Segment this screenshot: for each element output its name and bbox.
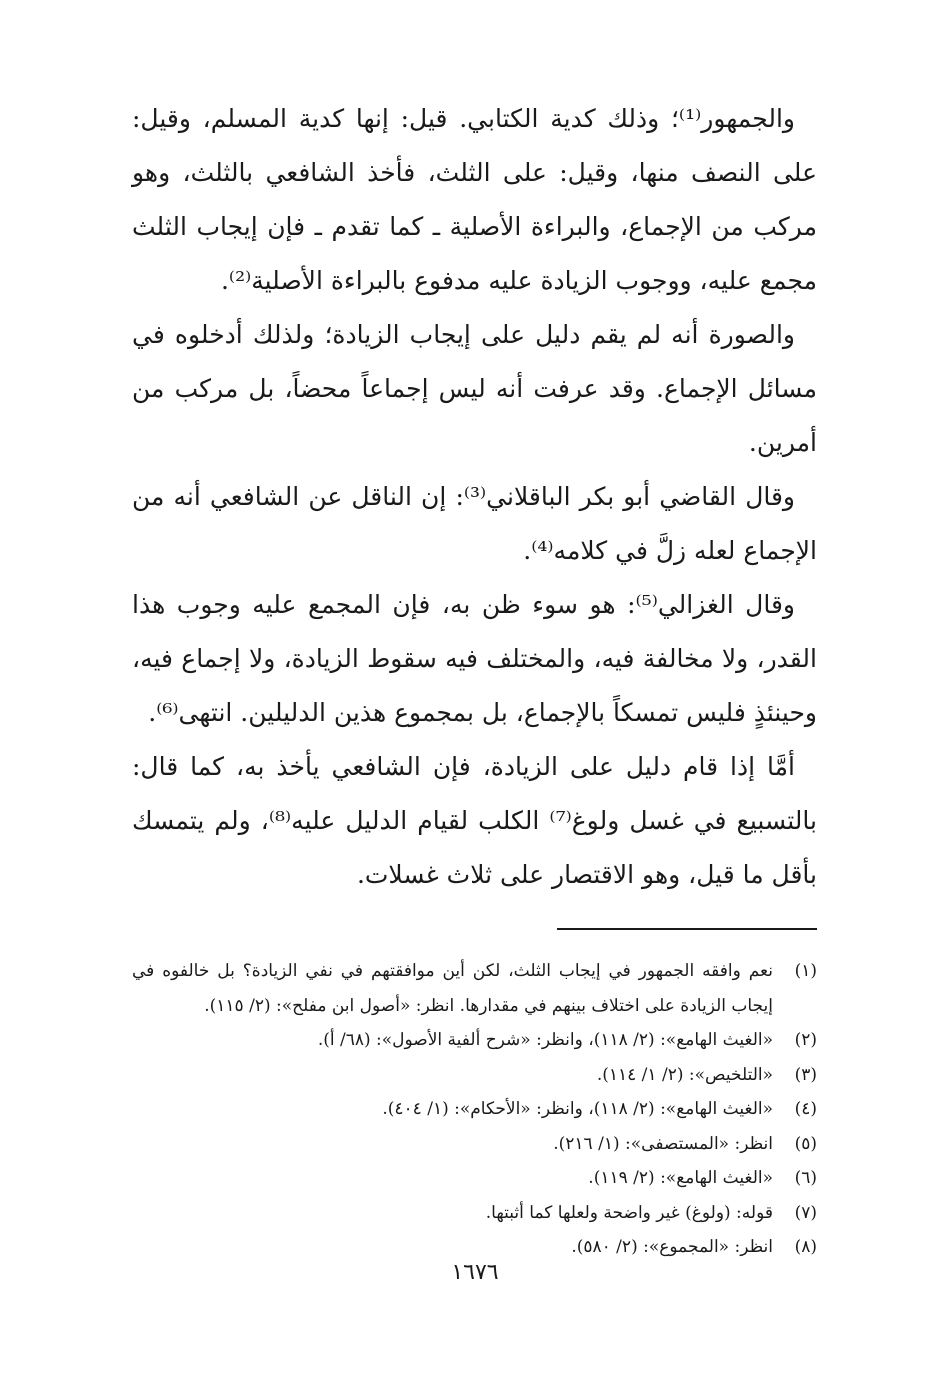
footnote-text: «التلخيص»: (٢/ ١/ ١١٤). — [596, 1064, 773, 1085]
footnote-number: (٥) — [794, 1133, 817, 1154]
footnote-item — [132, 1161, 817, 1196]
paragraph-3: وقال القاضي أبو بكر الباقلاني⁽³⁾: إن الناقل عن الشافعي أنه من الإجماع لعله زلَّ في كلامه⁽⁴⁾. — [132, 482, 817, 565]
paragraph-4: وقال الغزالي⁽⁵⁾: هو سوء ظن به، فإن المجمع عليه وجوب هذا القدر، ولا مخالفة فيه، والمختلف فيه سقوط الزيادة، ولا إجماع فيه، وحينئذٍ فليس تمسكاً بالإجماع، بل بمجموع هذين الدليلين. انتهى⁽⁶⁾. — [132, 590, 817, 727]
footnote-number: (٣) — [794, 1064, 817, 1085]
footnote-text: «الغيث الهامع»: (٢/ ١١٨)، وانظر: «الأحكام»: (١/ ٤٠٤). — [382, 1099, 773, 1119]
page — [132, 92, 817, 1257]
footnote-item — [132, 1127, 817, 1162]
footnote-text: قوله: (ولوغ) غير واضحة ولعلها كما أثبتها. — [485, 1202, 773, 1223]
footnote-text: «الغيث الهامع»: (٢/ ١١٨)، وانظر: «شرح ألفية الأصول»: (٦٨/ أ). — [317, 1030, 773, 1050]
footnote-item — [132, 1058, 817, 1093]
paragraph-5: أمَّا إذا قام دليل على الزيادة، فإن الشافعي يأخذ به، كما قال: بالتسبيع في غسل ولوغ⁽⁷⁾ الكلب لقيام الدليل عليه⁽⁸⁾، ولم يتمسك بأقل ما قيل، وهو الاقتصار على ثلاث غسلات. — [132, 752, 817, 889]
footnote-text: «الغيث الهامع»: (٢/ ١١٩). — [588, 1168, 773, 1188]
footnote-number: (١) — [794, 961, 817, 981]
footnote-text: انظر: «المستصفى»: (١/ ٢١٦). — [553, 1133, 773, 1154]
paragraph-1: والجمهور⁽¹⁾؛ وذلك كدية الكتابي. قيل: إنها كدية المسلم، وقيل: على النصف منها، وقيل: على الثلث، فأخذ الشافعي بالثلث، وهو مركب من الإجماع، والبراءة الأصلية ـ كما تقدم ـ فإن إيجاب الثلث مجمع عليه، ووجوب الزيادة عليه مدفوع بالبراءة الأصلية⁽²⁾. — [132, 104, 817, 295]
page-number: ١٦٧٦ — [451, 1260, 499, 1285]
paragraph-2: والصورة أنه لم يقم دليل على إيجاب الزيادة؛ ولذلك أدخلوه في مسائل الإجماع. وقد عرفت أنه ليس إجماعاً محضاً، بل مركب من أمرين. — [132, 320, 817, 457]
footnote-item — [132, 954, 817, 1023]
footnotes — [132, 954, 817, 1265]
footnote-number: (٨) — [794, 1237, 817, 1257]
footnote-item — [132, 1196, 817, 1231]
footnote-item — [132, 1023, 817, 1058]
footnote-text: انظر: «المجموع»: (٢/ ٥٨٠). — [571, 1237, 773, 1257]
footnote-number: (٦) — [794, 1168, 817, 1188]
footnote-number: (٧) — [794, 1202, 817, 1223]
footnote-item — [132, 1092, 817, 1127]
footnote-divider — [557, 928, 817, 930]
footnote-number: (٢) — [794, 1030, 817, 1050]
footnote-number: (٤) — [794, 1099, 817, 1119]
main-text — [132, 92, 817, 902]
footnote-text: نعم وافقه الجمهور في إيجاب الثلث، لكن أين موافقتهم في نفي الزيادة؟ بل خالفوه في إيجاب الزيادة على اختلاف بينهم في مقدارها. انظر: «أصول ابن مفلح»: (٢/ ١١٥). — [132, 961, 773, 1016]
